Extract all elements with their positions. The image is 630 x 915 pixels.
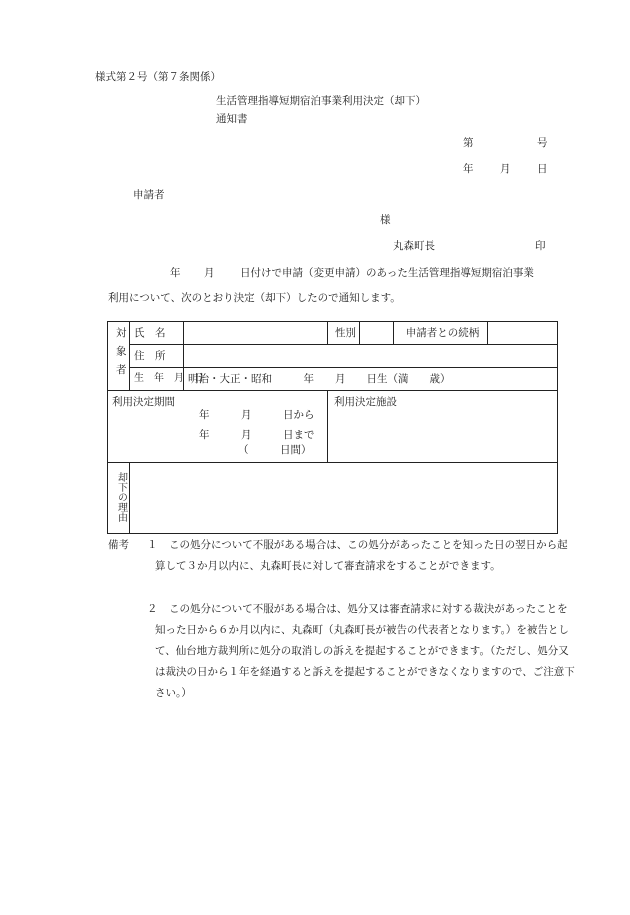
note-2-number: ２ — [147, 603, 158, 615]
form-number: 様式第２号（第７条関係） — [95, 71, 221, 83]
relation-field[interactable] — [488, 322, 558, 345]
intro-line1: 日付けで申請（変更申請）のあった生活管理指導短期宿泊事業 — [240, 267, 534, 279]
reason-label-cell — [108, 463, 130, 534]
name-field[interactable] — [184, 322, 328, 345]
decision-table — [107, 321, 558, 534]
note-1-number: １ — [147, 539, 158, 551]
intro-year: 年 — [170, 267, 181, 279]
name-label: 氏 名 — [130, 322, 184, 345]
honorific: 様 — [380, 214, 391, 226]
facility-label: 利用決定施設 — [334, 396, 397, 408]
address-label: 住 所 — [130, 345, 184, 368]
notes-label: 備考 — [108, 539, 129, 551]
document-title-line2: 通知書 — [216, 113, 248, 125]
address-field[interactable] — [184, 345, 558, 368]
seal-mark: 印 — [535, 240, 546, 252]
period-cell — [108, 391, 328, 463]
document-title: 生活管理指導短期宿泊事業利用決定（却下） — [216, 95, 426, 107]
facility-cell — [328, 391, 558, 463]
relation-label: 申請者との続柄 — [394, 322, 488, 345]
sex-label: 性別 — [328, 322, 360, 345]
number-prefix: 第 — [463, 137, 474, 149]
applicant-label: 申請者 — [133, 189, 165, 201]
birth-label — [130, 368, 204, 391]
date-month: 月 — [500, 163, 511, 175]
reason-label: 却下の理由 — [115, 471, 127, 522]
birth-label-text: 生 年 月 日 — [134, 373, 204, 384]
birth-field[interactable] — [184, 368, 558, 391]
issuer-name: 丸森町長 — [393, 240, 435, 252]
number-suffix: 号 — [537, 137, 548, 149]
reason-field[interactable] — [130, 463, 558, 534]
period-days: （ 日間） — [238, 444, 312, 456]
subject-label: 対象者 — [114, 327, 127, 383]
sex-field[interactable] — [360, 322, 394, 345]
subject-label-cell — [108, 322, 130, 391]
period-from: 年 月 日から — [199, 409, 315, 421]
birth-value: 明治・大正・昭和 年 月 日生（満 歳） — [188, 372, 451, 385]
note-2-text: この処分について不服がある場合は、処分又は審査請求に対する裁決があったことを知った日から６か月以内に、丸森町（丸森町長が被告の代表者となります。）を被告として、仙台地方裁判所に処分の取消しの訴えを提起することができます。（ただし、処分又は裁決の日から１年を経過すると訴えを提起することができなくなりますので、ご注意下さい。） — [155, 603, 575, 699]
date-year: 年 — [463, 163, 474, 175]
intro-month: 月 — [204, 267, 215, 279]
period-to: 年 月 日まで — [199, 429, 315, 441]
period-label: 利用決定期間 — [112, 396, 175, 408]
date-day: 日 — [537, 163, 548, 175]
note-1-text: この処分について不服がある場合は、この処分があったことを知った日の翌日から起算して３か月以内に、丸森町長に対して審査請求をすることができます。 — [155, 539, 568, 572]
intro-line2: 利用について、次のとおり決定（却下）したので通知します。 — [108, 292, 401, 304]
